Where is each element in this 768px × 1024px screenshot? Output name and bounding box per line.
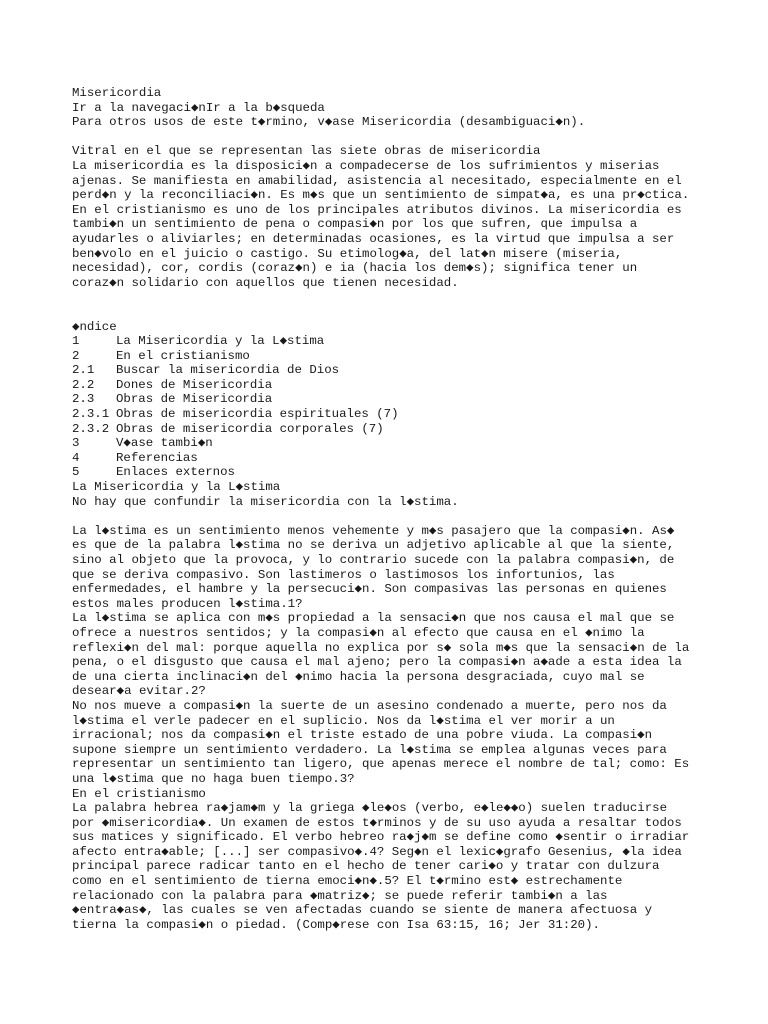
intro-line: ayudarles o aliviarles; en determinadas ocasiones, es la virtud que impulsa a ser: [72, 231, 675, 246]
toc-label[interactable]: La Misericordia y la L◆stima: [116, 334, 325, 349]
section-heading: En el cristianismo: [72, 786, 206, 801]
intro-block: [72, 144, 732, 290]
paragraph-line: afecto entra◆able; [...] ser compasivo◆.4? Seg◆n el lexic◆grafo Gesenius, ◆la idea: [72, 844, 682, 859]
toc-number: 2: [72, 348, 80, 363]
toc-number: 3: [72, 436, 80, 451]
paragraph-line: una l◆stima que no haga buen tiempo.3?: [72, 771, 355, 786]
toc-number: 2.1: [72, 363, 95, 378]
intro-line: perd◆n y la reconciliaci◆n. Es m◆s que un sentimiento de simpat◆a, es una pr◆ctica.: [72, 188, 690, 203]
paragraph-line: enfermedades, el hambre y la persecuci◆n. Son compasivas las personas en quienes: [72, 582, 667, 597]
disambiguation-note: Para otros usos de este t◆rmino, v◆ase Misericordia (desambiguaci◆n).: [72, 115, 586, 130]
spacer: [72, 290, 732, 305]
toc-label[interactable]: Obras de misericordia corporales (7): [116, 421, 384, 436]
paragraph-line: estos males producen l◆stima.1?: [72, 596, 303, 611]
paragraph-line: que se deriva compasivo. Son lastimeros o lastimosos los infortunios, las: [72, 567, 615, 582]
paragraph-line: pena, o el disgusto que causa el mal ajeno; pero la compasi◆n a◆ade a esta idea la: [72, 655, 682, 670]
paragraph-line: relacionado con la palabra para ◆matriz◆; se puede referir tambi◆n a las: [72, 888, 608, 903]
article-title: Misericordia: [72, 86, 162, 100]
paragraph-line: irracional; nos da compasi◆n el triste estado de una pobre viuda. La compasi◆n: [72, 728, 653, 743]
paragraph-line: ofrece a nuestros sentidos; y la compasi◆n al efecto que causa en el ◆nimo la: [72, 625, 645, 640]
toc-item[interactable]: [72, 422, 732, 437]
section-cristianismo: [72, 787, 732, 933]
navigation-links[interactable]: Ir a la navegaci◆nIr a la b◆squeda: [72, 100, 325, 115]
intro-line: La misericordia es la disposici◆n a compadecerse de los sufrimientos y miserias: [72, 158, 660, 173]
section-misericordia-lastima: [72, 480, 732, 786]
paragraph-line: sus matices y significado. El verbo hebreo ra◆j◆m se define como ◆sentir o irradiar: [72, 830, 690, 845]
toc-number: 2.3.2: [72, 421, 110, 436]
toc-item[interactable]: [72, 334, 732, 349]
header-block: [72, 86, 732, 130]
paragraph-line: reflexi◆n del mal: porque aquella no explica por s◆ sola m◆s que la sensaci◆n de la: [72, 640, 690, 655]
intro-line: En el cristianismo es uno de los principales atributos divinos. La misericordia es: [72, 202, 682, 217]
paragraph-line: supone siempre un sentimiento verdadero. La l◆stima se emplea algunas veces para: [72, 742, 667, 757]
toc-number: 5: [72, 465, 80, 480]
table-of-contents: [72, 320, 732, 481]
toc-item[interactable]: [72, 436, 732, 451]
intro-line: coraz◆n solidario con aquellos que tienen necesidad.: [72, 275, 459, 290]
intro-line: necesidad), cor, cordis (coraz◆n) e ia (hacia los dem◆s); significa tener un: [72, 261, 638, 276]
toc-number: 4: [72, 450, 80, 465]
paragraph-line: La l◆stima es un sentimiento menos vehemente y m◆s pasajero que la compasi◆n. As◆: [72, 523, 675, 538]
paragraph-line: por ◆misericordia◆. Un examen de estos t◆rminos y de su uso ayuda a resaltar todos: [72, 815, 682, 830]
toc-item[interactable]: [72, 363, 732, 378]
paragraph-line: tierna la compasi◆n o piedad. (Comp◆rese con Isa 63:15, 16; Jer 31:20).: [72, 917, 600, 932]
toc-label[interactable]: En el cristianismo: [116, 348, 250, 363]
toc-title: ◆ndice: [72, 319, 117, 334]
image-caption: Vitral en el que se representan las siete obras de misericordia: [72, 144, 541, 159]
toc-label[interactable]: Referencias: [116, 450, 198, 465]
toc-item[interactable]: [72, 451, 732, 466]
intro-line: ben◆volo en el juicio o castigo. Su etimolog◆a, del lat◆n misere (miseria,: [72, 246, 623, 261]
toc-item[interactable]: [72, 378, 732, 393]
paragraph-line: de una cierta inclinaci◆n del ◆nimo hacia la persona desgraciada, cuyo mal se: [72, 669, 645, 684]
spacer: [72, 130, 732, 145]
paragraph-line: La palabra hebrea ra◆jam◆m y la griega ◆le◆os (verbo, e◆le◆◆o) suelen traducirse: [72, 801, 668, 816]
toc-label[interactable]: Enlaces externos: [116, 465, 235, 480]
document-page: [72, 86, 732, 932]
paragraph-line: La l◆stima se aplica con m◆s propiedad a la sensaci◆n que nos causa el mal que se: [72, 611, 675, 626]
section-lead: No hay que confundir la misericordia con la l◆stima.: [72, 494, 459, 509]
paragraph-line: No nos mueve a compasi◆n la suerte de un asesino condenado a muerte, pero nos da: [72, 698, 667, 713]
toc-label[interactable]: Obras de misericordia espirituales (7): [116, 407, 399, 422]
paragraph-line: representar un sentimiento tan ligero, que apenas merece el nombre de tal; como: Es: [72, 757, 690, 772]
paragraph-line: sino al objeto que la provoca, y lo contrario sucede con la palabra compasi◆n, de: [72, 553, 675, 567]
toc-number: 2.3: [72, 392, 95, 407]
spacer: [72, 509, 732, 524]
toc-item[interactable]: [72, 407, 732, 422]
toc-number: 2.2: [72, 377, 95, 392]
paragraph-line: l◆stima el verle padecer en el suplicio. Nos da l◆stima el ver morir a un: [72, 713, 615, 728]
intro-line: tambi◆n un sentimiento de pena o compasi◆n por los que sufren, que impulsa a: [72, 217, 638, 232]
toc-number: 1: [72, 334, 80, 349]
toc-label[interactable]: Obras de Misericordia: [116, 392, 273, 407]
paragraph-line: como en el sentimiento de tierna emoci◆n◆.5? El t◆rmino est◆ estrechamente: [72, 874, 623, 889]
intro-line: ajenas. Se manifiesta en amabilidad, asistencia al necesitado, especialmente en el: [72, 173, 682, 188]
paragraph-line: desear◆a evitar.2?: [72, 684, 206, 699]
paragraph-line: ◆entra◆as◆, las cuales se ven afectadas cuando se siente de manera afectuosa y: [72, 903, 653, 918]
toc-label[interactable]: Buscar la misericordia de Dios: [116, 363, 340, 378]
spacer: [72, 305, 732, 320]
toc-label[interactable]: Dones de Misericordia: [116, 377, 273, 392]
paragraph-line: principal parece radicar tanto en el hecho de tener cari◆o y tratar con dulzura: [72, 859, 660, 874]
toc-number: 2.3.1: [72, 407, 110, 422]
toc-item[interactable]: [72, 392, 732, 407]
toc-label[interactable]: V◆ase tambi◆n: [116, 436, 213, 451]
toc-item[interactable]: [72, 349, 732, 364]
toc-item[interactable]: [72, 465, 732, 480]
section-heading: La Misericordia y la L◆stima: [72, 480, 281, 495]
paragraph-line: es que de la palabra l◆stima no se deriva un adjetivo aplicable al que la siente,: [72, 538, 675, 553]
